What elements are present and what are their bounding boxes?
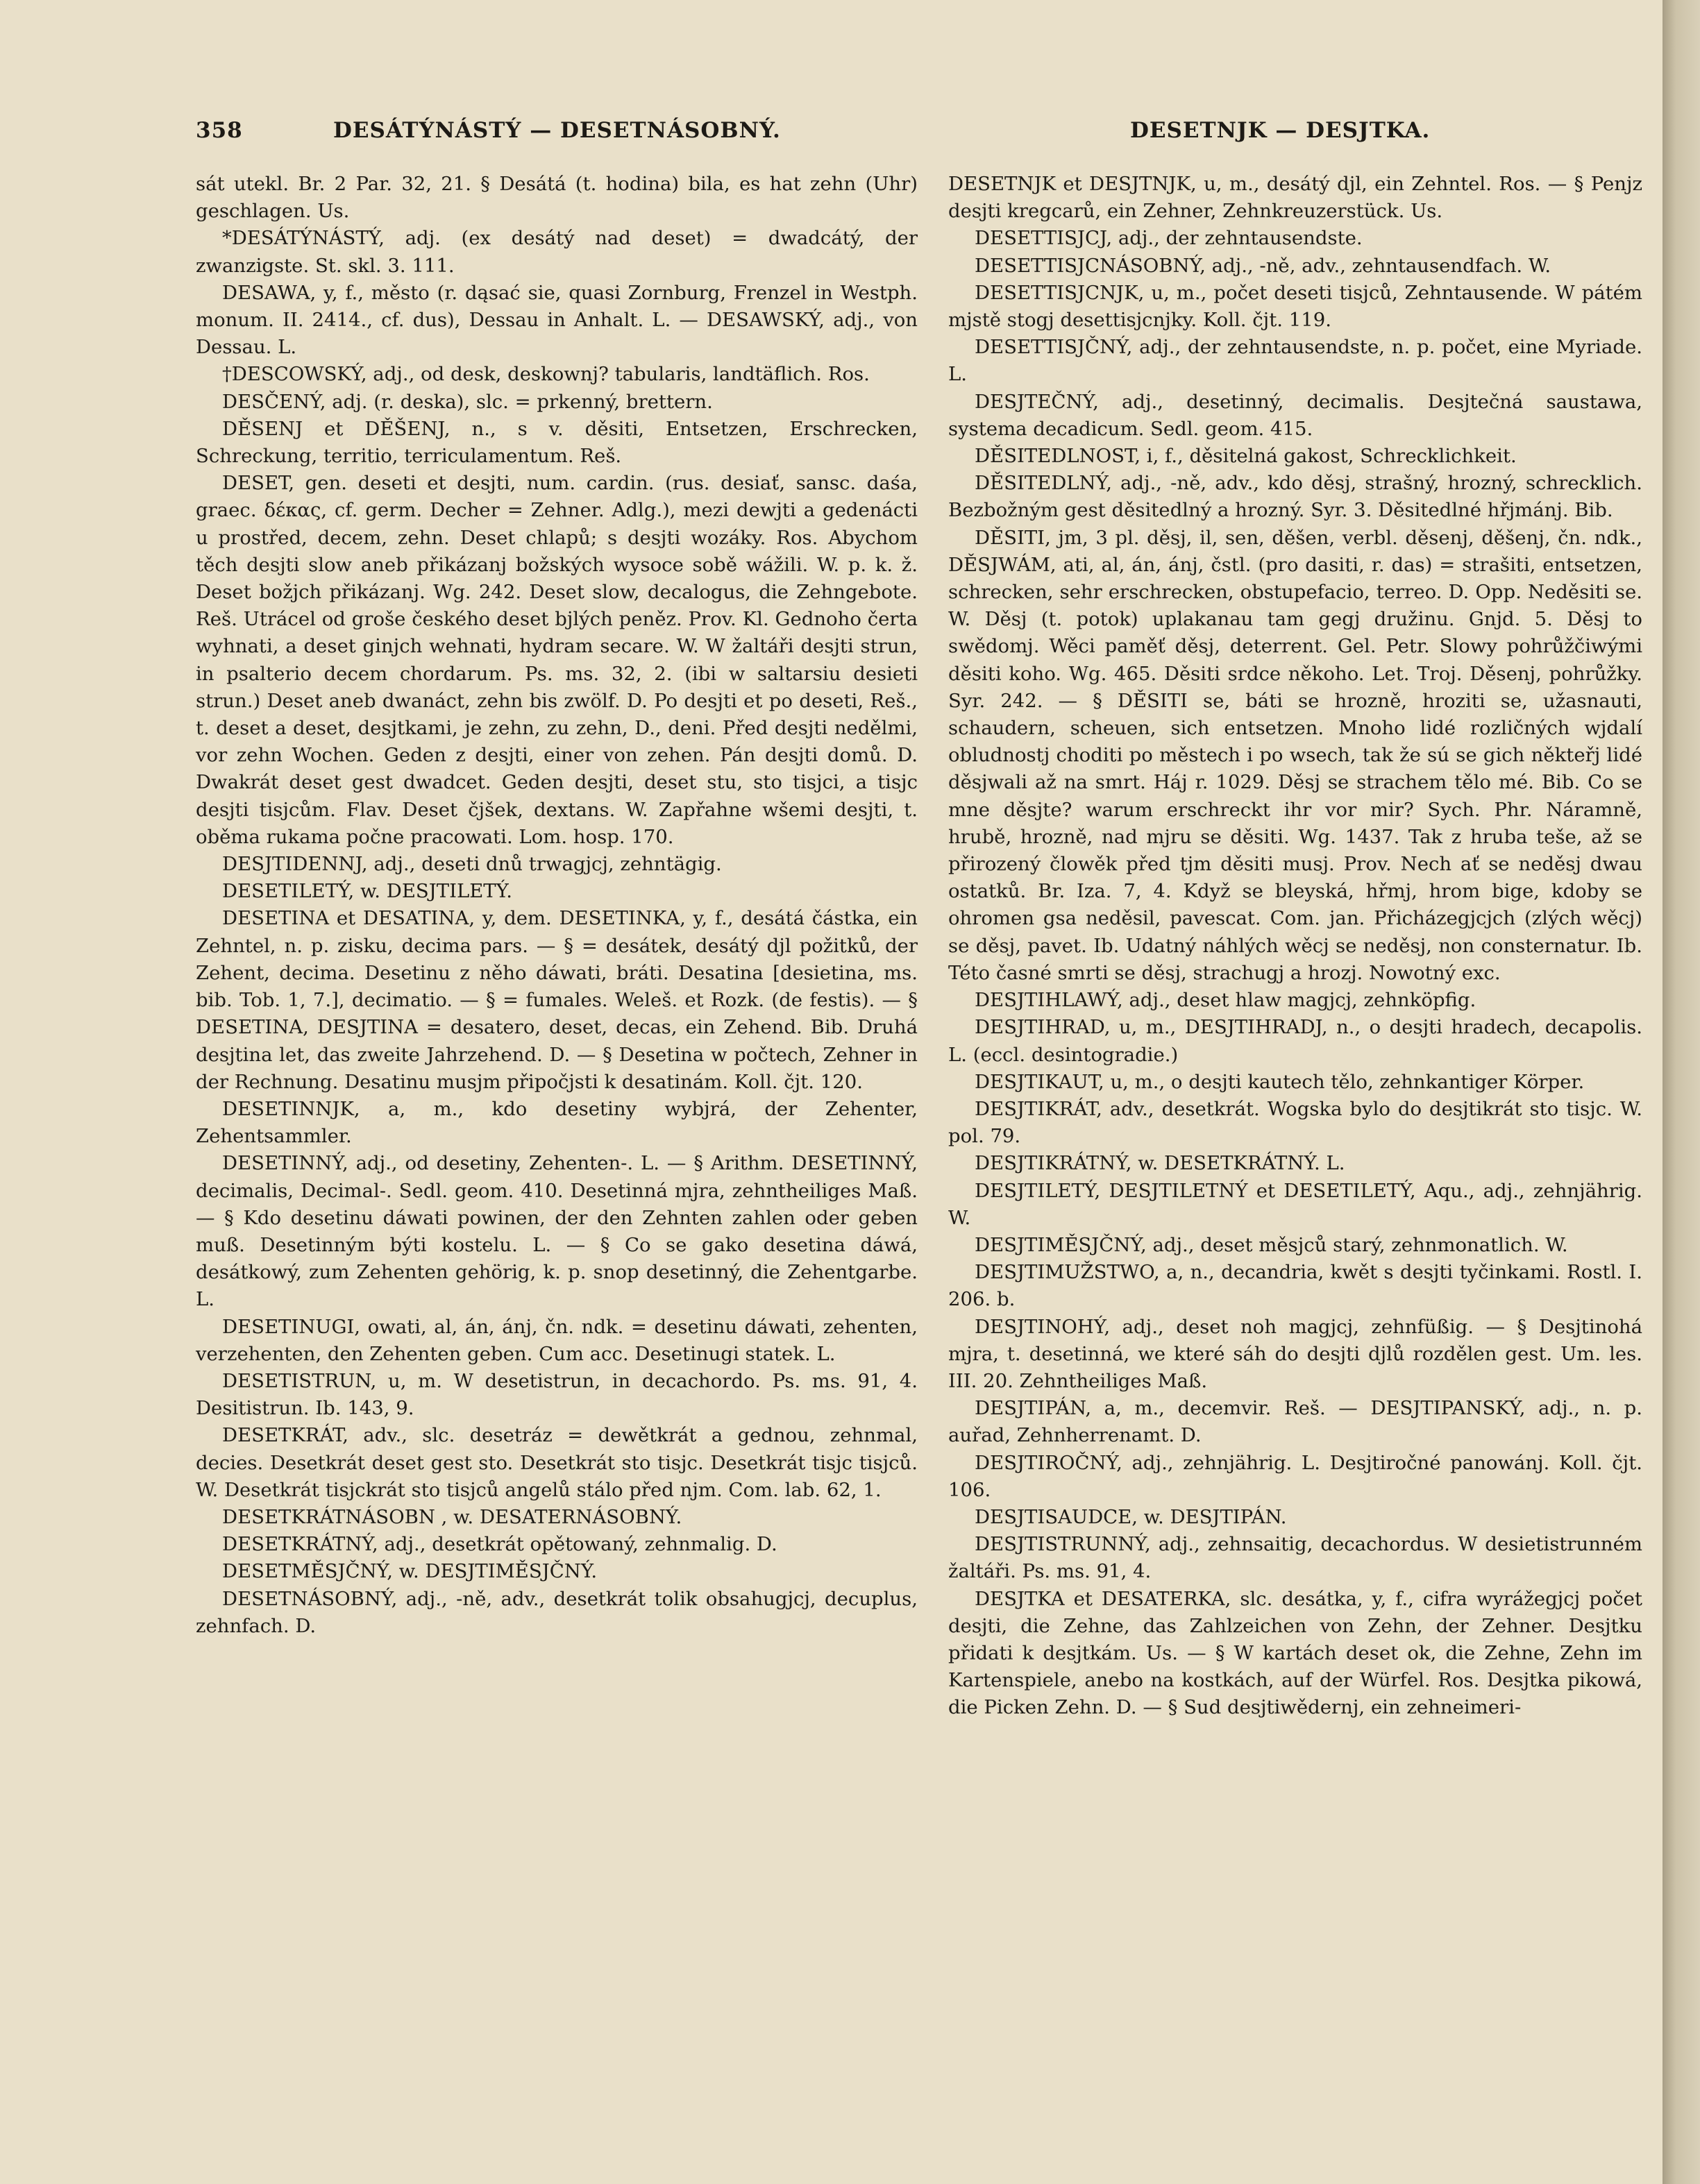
dictionary-entry: DESJTIHLAWÝ, adj., deset hlaw magjcj, zehnköpfig. [975, 989, 1476, 1012]
dictionary-entry: DESETISTRUN, u, m. W desetistrun, in decachordo. Ps. ms. 91, 4. Desitistrun. Ib. 143, 9. [196, 1369, 918, 1420]
dictionary-entry: DESETINUGI, owati, al, án, ánj, čn. ndk. = desetinu dáwati, zehenten, verzehenten, den Zehenten geben. Cum acc. Desetinugi statek. L. [196, 1315, 918, 1365]
dictionary-entry: DESJTIHRAD, u, m., DESJTIHRADJ, n., o desjti hradech, decapolis. L. (eccl. desintogradie.) [948, 1016, 1642, 1066]
dictionary-entry: sát utekl. Br. 2 Par. 32, 21. § Desátá (t. hodina) bila, es hat zehn (Uhr) geschlagen. Us. [196, 173, 918, 223]
dictionary-entry: DESETILETÝ, w. DESJTILETÝ. [222, 880, 512, 903]
dictionary-entry: DESETKRÁT, adv., slc. desetráz = dewětkrát a gednou, zehnmal, decies. Desetkrát deset gest sto. Desetkrát sto tisjc. Desetkrát tisjc tisjců. W. Desetkrát tisjckrát sto tisjců angelů stálo před njm. Com. lab. 62, 1. [196, 1424, 918, 1501]
dictionary-entry: DESAWA, y, f., město (r. dąsać sie, quasi Zornburg, Frenzel in Westph. monum. II. 2414., cf. dus), Dessau in Anhalt. L. — DESAWSKÝ, adj., von Dessau. L. [196, 281, 918, 359]
dictionary-entry: DESETINNÝ, adj., od desetiny, Zehenten-. L. — § Arithm. DESETINNÝ, decimalis, Decimal-. Sedl. geom. 410. Desetinná mjra, zehntheiliges Maß. — § Kdo desetinu dáwati powinen, der den Zehnten zahlen oder geben muß. Desetinným býti kostelu. L. — § Co se gako desetina dáwá, desátkowý, zum Zehenten gehörig, k. p. snop desetinný, die Zehentgarbe. L. [196, 1152, 918, 1311]
dictionary-entry: DESJTIMĚSJČNÝ, adj., deset měsjců starý, zehnmonatlich. W. [975, 1233, 1568, 1256]
left-running-head: DESÁTÝNÁSTÝ — DESETNÁSOBNÝ. [333, 118, 781, 143]
dictionary-entry: DESJTIPÁN, a, m., decemvir. Reš. — DESJTIPANSKÝ, adj., n. p. auřad, Zehnherrenamt. D. [948, 1397, 1642, 1447]
page-edge-shadow [1663, 0, 1700, 2184]
dictionary-entry: DESJTIMUŽSTWO, a, n., decandria, kwět s desjti tyčinkami. Rostl. I. 206. b. [948, 1261, 1642, 1311]
dictionary-entry: DĚSITEDLNOST, i, f., děsitelná gakost, Schrecklichkeit. [975, 445, 1517, 468]
right-column [948, 171, 1642, 1722]
dictionary-entry: DĚSENJ et DĚŠENJ, n., s v. děsiti, Entsetzen, Erschrecken, Schreckung, territio, terriculamentum. Reš. [196, 417, 918, 468]
dictionary-entry: DESETKRÁTNÁSOBN , w. DESATERNÁSOBNÝ. [222, 1505, 682, 1528]
dictionary-entry: DESJTILETÝ, DESJTILETNÝ et DESETILETÝ, Aqu., adj., zehnjährig. W. [948, 1179, 1642, 1229]
dictionary-entry: DESJTIKRÁT, adv., desetkrát. Wogska bylo do desjtikrát sto tisjc. W. pol. 79. [948, 1097, 1642, 1148]
right-running-head: DESETNJK — DESJTKA. [1130, 118, 1431, 143]
left-column [196, 171, 918, 1640]
dictionary-entry: DESETTISJCJ, adj., der zehntausendste. [975, 227, 1363, 250]
dictionary-entry: DESETTISJCNÁSOBNÝ, adj., -ně, adv., zehntausendfach. W. [975, 254, 1551, 277]
dictionary-entry: DESETINA et DESATINA, y, dem. DESETINKA, y, f., desátá částka, ein Zehntel, n. p. zisku, decima pars. — § = desátek, desátý djl požitků, der Zehent, decima. Desetinu z něho dáwati, bráti. Desatina [desietina, ms. bib. Tob. 1, 7.], decimatio. — § = fumales. Weleš. et Rozk. (de festis). — § DESETINA, DESJTINA = desatero, deset, decas, ein Zehend. Bib. Druhá desjtina let, das zweite Jahrzehend. D. — § Desetina w počtech, Zehner in der Rechnung. Desatinu musjm připočjsti k desatinám. Koll. čjt. 120. [196, 907, 918, 1093]
dictionary-entry: DESJTISAUDCE, w. DESJTIPÁN. [975, 1505, 1287, 1528]
dictionary-entry: DESETKRÁTNÝ, adj., desetkrát opětowaný, zehnmalig. D. [222, 1533, 777, 1556]
dictionary-entry: DESETNÁSOBNÝ, adj., -ně, adv., desetkrát tolik obsahugjcj, decuplus, zehnfach. D. [196, 1587, 918, 1637]
dictionary-entry: DESETMĚSJČNÝ, w. DESJTIMĚSJČNÝ. [222, 1560, 598, 1583]
dictionary-entry: DESJTKA et DESATERKA, slc. desátka, y, f., cifra wyrážegjcj počet desjti, die Zehne, das Zahlzeichen von Zehn, der Zehner. Desjtku přidati k desjtkám. Us. — § W kartách deset ok, die Zehne, Zehn im Kartenspiele, anebo na kostkách, auf der Würfel. Ros. Desjtka pikowá, die Picken Zehn. D. — § Sud desjtiwědernj, ein zehneimeri- [948, 1587, 1642, 1719]
dictionary-entry: *DESÁTÝNÁSTÝ, adj. (ex desátý nad deset) = dwadcátý, der zwanzigste. St. skl. 3. 111. [196, 227, 918, 277]
dictionary-entry: DESETNJK et DESJTNJK, u, m., desátý djl, ein Zehntel. Ros. — § Penjz desjti kregcarů, ein Zehner, Zehnkreuzerstück. Us. [948, 173, 1642, 223]
dictionary-entry: DESJTIROČNÝ, adj., zehnjährig. L. Desjtiročné panowánj. Koll. čjt. 106. [948, 1451, 1642, 1501]
page-number: 358 [196, 118, 243, 143]
dictionary-entry: DESČENÝ, adj. (r. deska), slc. = prkenný, brettern. [222, 390, 713, 413]
dictionary-entry: DĚSITI, jm, 3 pl. děsj, il, sen, děšen, verbl. děsenj, děšenj, čn. ndk., DĚSJWÁM, ati, al, án, ánj, čstl. (pro dasiti, r. das) = strašiti, entsetzen, schrecken, sehr erschrecken, obstupefacio, terreo. D. Opp. Neděsiti se. W. Děsj (t. potok) uplakanau tam gegj družinu. Gnjd. 5. Děsj to swědomj. Wěci paměť děsj, deterrent. Gel. Petr. Slowy pohrůžčiwými děsiti koho. Wg. 465. Děsiti srdce někoho. Let. Troj. Děsenj, pohrůžky. Syr. 242. — § DĚSITI se, báti se hrozně, hroziti se, užasnauti, schaudern, scheuen, sich entsetzen. Mnoho lidé rozličných wjdalí obludnostj choditi po městech i po wsech, tak že sú se gich někteřj lidé děsjwali až na smrt. Háj r. 1029. Děsj se strachem tělo mé. Bib. Co se mne děsjte? warum erschreckt ihr vor mir? Sych. Phr. Náramně, hrubě, hrozně, nad mjru se děsiti. Wg. 1437. Tak z hruba teše, až se přirozený člowěk před tjm děsiti musj. Prov. Nech ať se neděsj dwau ostatků. Br. Iza. 7, 4. Když se bleyská, hřmj, hrom bige, kdoby se ohromen gsa neděsil, pavescat. Com. jan. Přicházegjcjch (zlých wěcj) se děsj, pavet. Ib. Udatný náhlých wěcj se neděsj, non consternatur. Ib. Této časné smrti se děsj, strachugj a hrozj. Nowotný exc. [948, 526, 1642, 984]
dictionary-entry: DESJTISTRUNNÝ, adj., zehnsaitig, decachordus. W desietistrunném žaltáři. Ps. ms. 91, 4. [948, 1533, 1642, 1583]
dictionary-entry: DESJTIKRÁTNÝ, w. DESETKRÁTNÝ. L. [975, 1152, 1345, 1175]
dictionary-entry: DESETTISJCNJK, u, m., počet deseti tisjců, Zehntausende. W pátém mjstě stogj desettisjcnjky. Koll. čjt. 119. [948, 281, 1642, 332]
dictionary-entry: DESJTIKAUT, u, m., o desjti kautech tělo, zehnkantiger Körper. [975, 1070, 1585, 1093]
dictionary-entry: DĚSITEDLNÝ, adj., -ně, adv., kdo děsj, strašný, hrozný, schrecklich. Bezbožným gest děsitedlný a hrozný. Syr. 3. Děsitedlné hřjmánj. Bib. [948, 472, 1642, 522]
dictionary-entry: DESETTISJČNÝ, adj., der zehntausendste, n. p. počet, eine Myriade. L. [948, 336, 1642, 386]
dictionary-entry: DESJTEČNÝ, adj., desetinný, decimalis. Desjtečná saustawa, systema decadicum. Sedl. geom. 415. [948, 390, 1642, 440]
dictionary-entry: DESET, gen. deseti et desjti, num. cardin. (rus. desiať, sansc. daśa, graec. δέκας, cf. germ. Decher = Zehner. Adlg.), mezi dewjti a gedenácti u prostřed, decem, zehn. Deset chlapů; s desjti wozáky. Ros. Abychom těch desjti slow aneb přikázanj božských wysoce sobě wážili. W. p. k. ž. Deset božjch přikázanj. Wg. 242. Deset slow, decalogus, die Zehngebote. Reš. Utrácel od groše českého deset bjlých peněz. Prov. Kl. Gednoho čerta wyhnati, a deset ginjch wehnati, hydram secare. W. W žaltáři desjti strun, in psalterio decem chordarum. Ps. ms. 32, 2. (ibi w saltarsiu desieti strun.) Deset aneb dwanáct, zehn bis zwölf. D. Po desjti et po deseti, Reš., t. deset a deset, desjtkami, je zehn, zu zehn, D., deni. Před desjti nedělmi, vor zehn Wochen. Geden z desjti, einer von zehen. Pán desjti domů. D. Dwakrát deset gest dwadcet. Geden desjti, deset stu, sto tisjci, a tisjc desjti tisjcům. Flav. Deset čjšek, dextans. W. Zapřahne wšemi desjti, t. oběma rukama počne pracowati. Lom. hosp. 170. [196, 472, 918, 848]
dictionary-entry: DESJTINOHÝ, adj., deset noh magjcj, zehnfüßig. — § Desjtinohá mjra, t. desetinná, we které sáh do desjti djlů rozdělen gest. Um. les. III. 20. Zehntheiliges Maß. [948, 1315, 1642, 1392]
dictionary-entry: DESETINNJK, a, m., kdo desetiny wybjrá, der Zehenter, Zehentsammler. [196, 1097, 918, 1148]
dictionary-entry: †DESCOWSKÝ, adj., od desk, deskownj? tabularis, landtäflich. Ros. [222, 363, 870, 386]
dictionary-entry: DESJTIDENNJ, adj., deseti dnů trwagjcj, zehntägig. [222, 853, 722, 876]
